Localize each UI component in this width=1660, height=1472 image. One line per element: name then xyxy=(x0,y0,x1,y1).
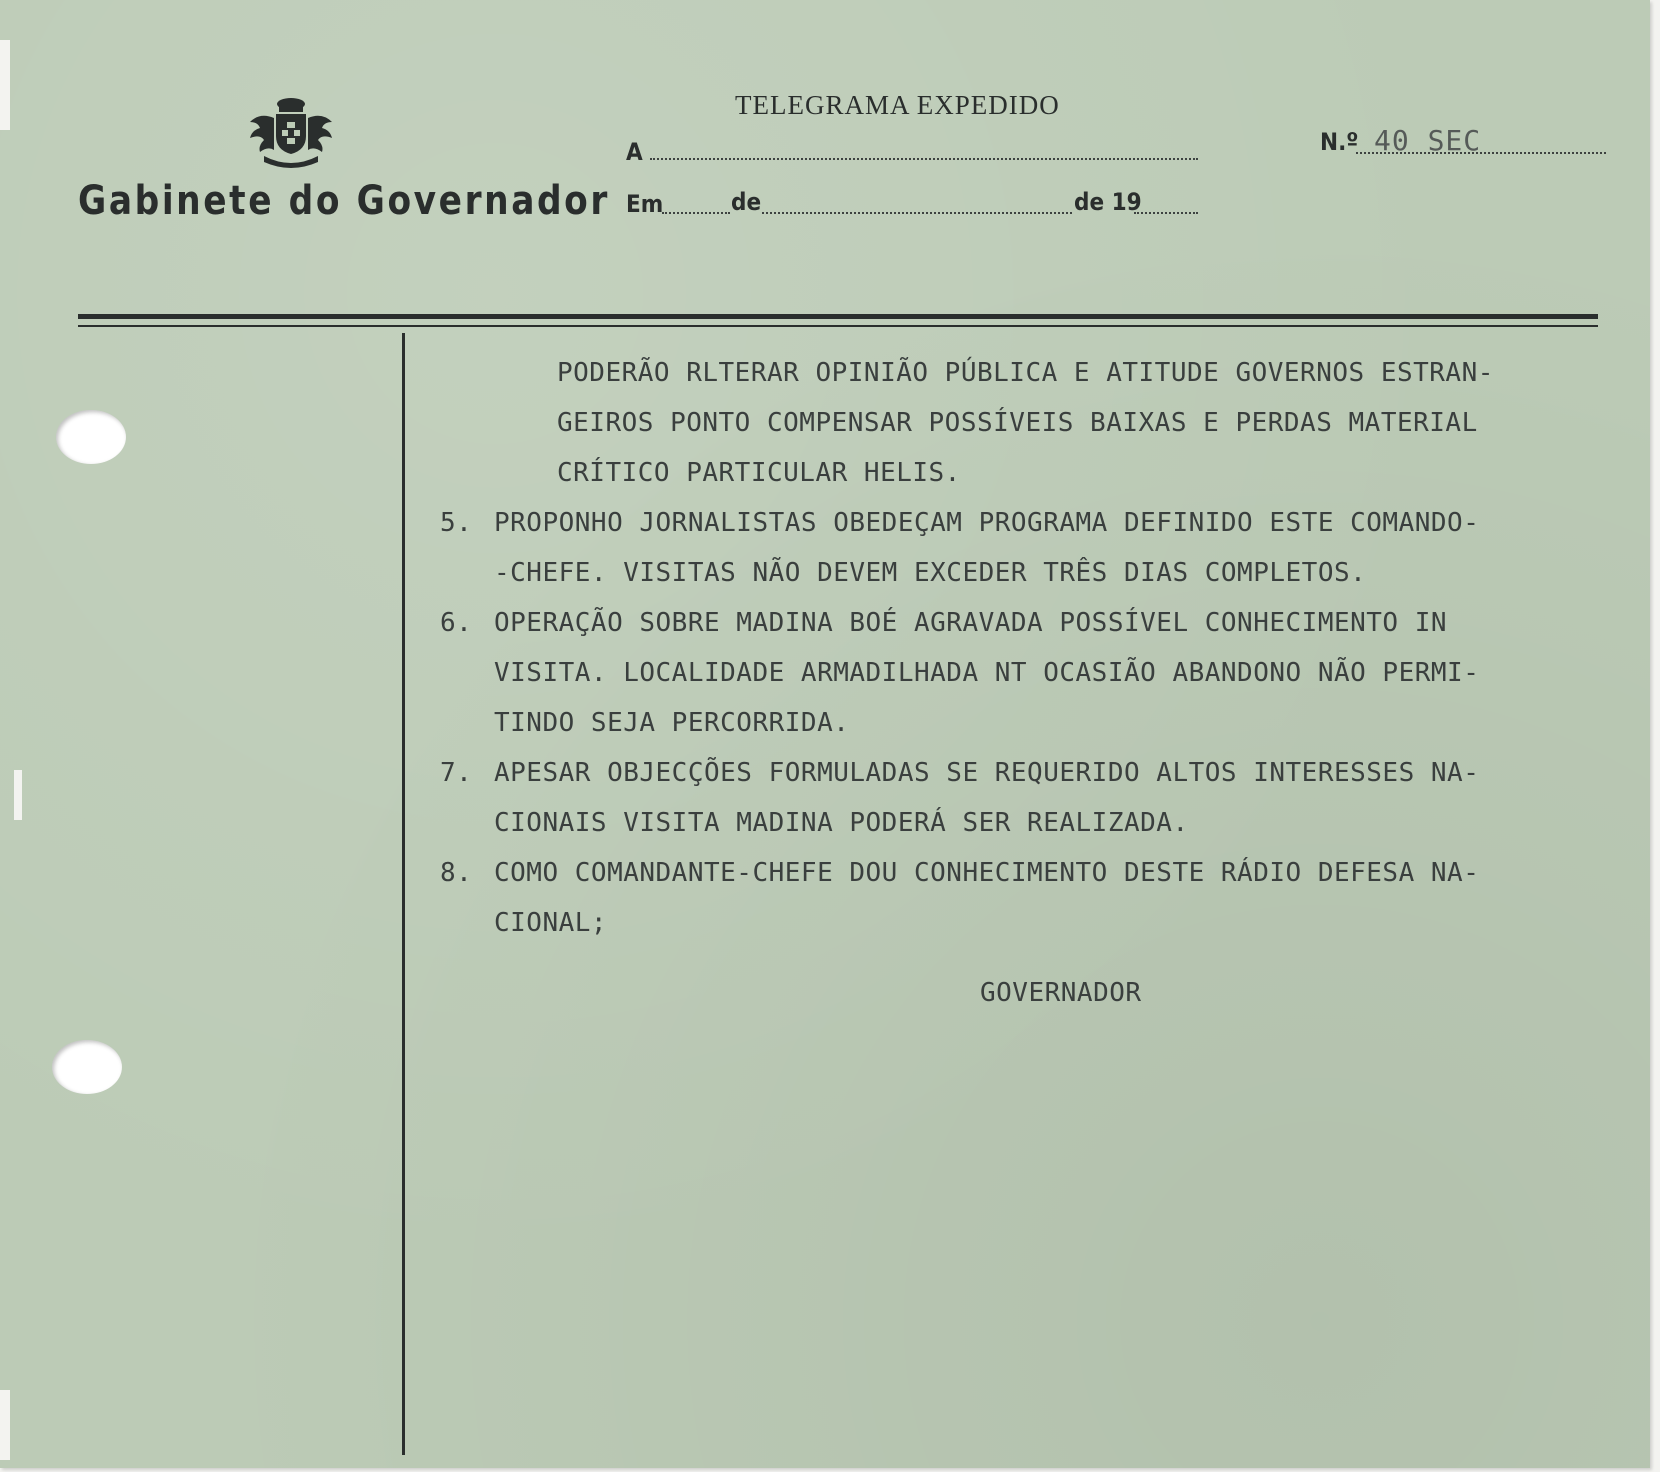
item-line: -CHEFE. VISITAS NÃO DEVEM EXCEDER TRÊS DIAS COMPLETOS. xyxy=(494,558,1367,588)
item-line: CIONAL; xyxy=(494,908,608,938)
date-year-label: de 19 xyxy=(1074,188,1142,216)
date-month-line xyxy=(762,212,1072,214)
telegram-body xyxy=(440,348,1620,948)
item-number: 8. xyxy=(440,858,473,888)
item-5 xyxy=(440,498,1620,548)
margin-column-divider xyxy=(402,333,405,1455)
item-line: TINDO SEJA PERCORRIDA. xyxy=(494,708,850,738)
header-rule-thick xyxy=(78,314,1598,319)
document-type-title: TELEGRAMA EXPEDIDO xyxy=(735,90,1060,120)
item-line: COMO COMANDANTE-CHEFE DOU CONHECIMENTO DESTE RÁDIO DEFESA NA- xyxy=(494,858,1480,888)
item-6 xyxy=(440,598,1620,648)
number-label: N.º xyxy=(1320,128,1359,156)
date-day-line xyxy=(662,212,730,214)
edge-tear-middle xyxy=(14,770,22,820)
continuation-line: PODERÃO RLTERAR OPINIÃO PÚBLICA E ATITUDE GOVERNOS ESTRAN- xyxy=(557,358,1494,388)
item-line: OPERAÇÃO SOBRE MADINA BOÉ AGRAVADA POSSÍVEL CONHECIMENTO IN xyxy=(494,608,1448,638)
item-number: 6. xyxy=(440,608,473,638)
punch-hole-upper xyxy=(56,410,126,464)
item-7 xyxy=(440,748,1620,798)
continuation-line: CRÍTICO PARTICULAR HELIS. xyxy=(557,458,961,488)
item-line: CIONAIS VISITA MADINA PODERÁ SER REALIZADA. xyxy=(494,808,1189,838)
office-title: Gabinete do Governador xyxy=(78,178,610,224)
item-number: 5. xyxy=(440,508,473,538)
item-line: APESAR OBJECÇÕES FORMULADAS SE REQUERIDO ALTOS INTERESSES NA- xyxy=(494,758,1480,788)
date-de-label: de xyxy=(731,188,762,216)
item-line: PROPONHO JORNALISTAS OBEDEÇAM PROGRAMA DEFINIDO ESTE COMANDO- xyxy=(494,508,1480,538)
item-8 xyxy=(440,848,1620,898)
header-rule-thin xyxy=(78,325,1598,327)
date-year-line xyxy=(1134,212,1198,214)
addressee-label: A xyxy=(626,138,643,166)
addressee-field-line xyxy=(650,158,1198,160)
edge-tear-bottom xyxy=(0,1390,10,1460)
number-value: 40 SEC xyxy=(1374,124,1482,157)
date-em-label: Em xyxy=(626,190,664,218)
signature: GOVERNADOR xyxy=(980,978,1142,1008)
edge-tear-top xyxy=(0,40,10,130)
coat-of-arms-icon xyxy=(246,96,336,168)
item-line: VISITA. LOCALIDADE ARMADILHADA NT OCASIÃO ABANDONO NÃO PERMI- xyxy=(494,658,1480,688)
item-number: 7. xyxy=(440,758,473,788)
continuation-line: GEIROS PONTO COMPENSAR POSSÍVEIS BAIXAS E PERDAS MATERIAL xyxy=(557,408,1478,438)
punch-hole-lower xyxy=(52,1040,122,1094)
